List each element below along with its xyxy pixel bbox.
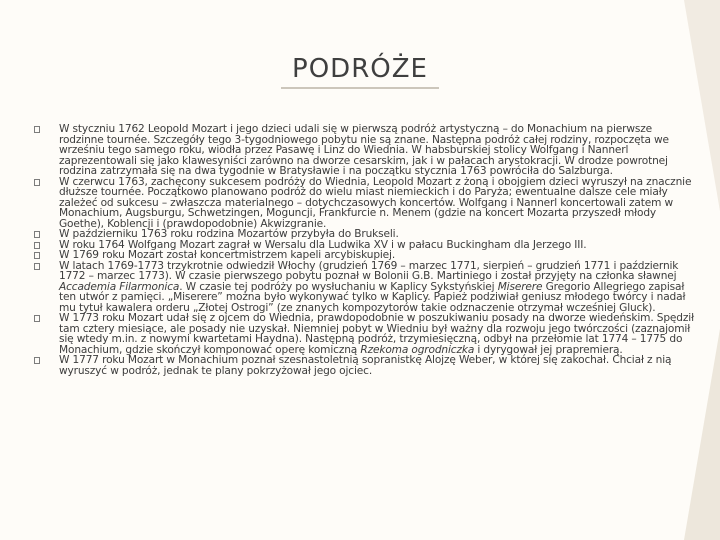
italic-text: Accademia Filarmonica xyxy=(59,280,180,293)
square-bullet-icon xyxy=(34,242,40,249)
list-item xyxy=(34,355,694,376)
list-item-text: W roku 1764 Wolfgang Mozart zagrał w Wersalu dla Ludwika XV i w pałacu Buckingham dla Jerzego III. xyxy=(59,238,587,251)
list-item xyxy=(34,261,694,314)
italic-text: Rzekoma ogrodniczka xyxy=(360,343,475,356)
italic-text: Miserere xyxy=(497,280,543,293)
slide-title: PODRÓŻE xyxy=(292,54,428,84)
title-underline xyxy=(281,87,439,89)
list-item xyxy=(34,313,694,355)
list-item xyxy=(34,124,694,177)
square-bullet-icon xyxy=(34,357,40,364)
square-bullet-icon xyxy=(34,263,40,270)
square-bullet-icon xyxy=(34,315,40,322)
bullet-list xyxy=(34,124,694,376)
square-bullet-icon xyxy=(34,126,40,133)
list-item-text: W październiku 1763 roku rodzina Mozartów przybyła do Brukseli. xyxy=(59,228,399,240)
title-container xyxy=(0,52,720,86)
list-item-text: W 1773 roku Mozart udał się z ojcem do Wiednia, prawdopodobnie w poszukiwaniu posady na dworze wiedeńskim. Spędził tam cztery miesiące, ale posady nie uzyskał. Niemniej pobyt w Wiedniu był ważny dla rozwoju jego twórczości (zaznajomił się wtedy m.in. z nowymi kwartetami Haydna). Następną podróż, trzymiesięczną, odbył na przełomie lat 1774 – 1775 do Monachium, gdzie skończył komponować operę komiczną Rzekoma ogrodniczka i dyrygował jej prapremierą. xyxy=(59,312,694,356)
list-item-text: W czerwcu 1763, zachęcony sukcesem podróży do Wiednia, Leopold Mozart z żoną i obojgiem dzieci wyruszył na znacznie dłuższe tournée. Początkowo planowano podróż do wielu miast niemieckich i do Paryża; ewentualne dalsze cele miały zależeć od sukcesu – zwłaszcza materialnego – dotychczasowych koncertów. Wolfgang i Nannerl koncertowali zatem w Monachium, Augsburgu, Schwetzingen, Moguncji, Frankfurcie n. Menem (gdzie na koncert Mozarta przyszedł młody Goethe), Koblencji i (prawdopodobnie) Akwizgranie. xyxy=(59,175,692,230)
list-item xyxy=(34,177,694,230)
square-bullet-icon xyxy=(34,179,40,186)
list-item-text: W styczniu 1762 Leopold Mozart i jego dzieci udali się w pierwszą podróż artystyczną – do Monachium na pierwsze rodzinne tournée. Szczegóły tego 3-tygodniowego pobytu nie są znane. Następna podróż całej rodziny, rozpoczęta we wrześniu tego samego roku, wiodła przez Pasawę i Linz do Wiednia. W habsburskiej stolicy Wolfgang i Nannerl zaprezentowali się jako klawesyniści zarówno na dworze cesarskim, jak i w pałacach arystokracji. W drodze powrotnej rodzina zatrzymała się na dwa tygodnie w Bratysławie i na początku stycznia 1763 powróciła do Salzburga. xyxy=(59,123,669,177)
list-item-text: W 1777 roku Mozart w Monachium poznał szesnastoletnią sopranistkę Alojzę Weber, w której się zakochał. Chciał z nią wyruszyć w podróż, jednak te plany pokrzyżował jego ojciec. xyxy=(59,354,672,377)
square-bullet-icon xyxy=(34,231,40,238)
square-bullet-icon xyxy=(34,252,40,259)
list-item-text: W latach 1769-1773 trzykrotnie odwiedził Włochy (grudzień 1769 – marzec 1771, sierpień – grudzień 1771 i październik 1772 – marzec 1773). W czasie pierwszego pobytu poznał w Bolonii G.B. Martiniego i został przyjęty na członka sławnej Accademia Filarmonica. W czasie tej podróży po wysłuchaniu w Kaplicy Sykstyńskiej Miserere Gregorio Allegriego zapisał ten utwór z pamięci. „Miserere” można było wykonywać tylko w Kaplicy. Papież podziwiał geniusz młodego twórcy i nadał mu tytuł kawalera orderu „Złotej Ostrogi” (ze znanych kompozytorów takie odznaczenie otrzymał wcześniej Gluck). xyxy=(59,259,686,314)
list-item-text: W 1769 roku Mozart został koncertmistrzem kapeli arcybiskupiej. xyxy=(59,249,396,261)
